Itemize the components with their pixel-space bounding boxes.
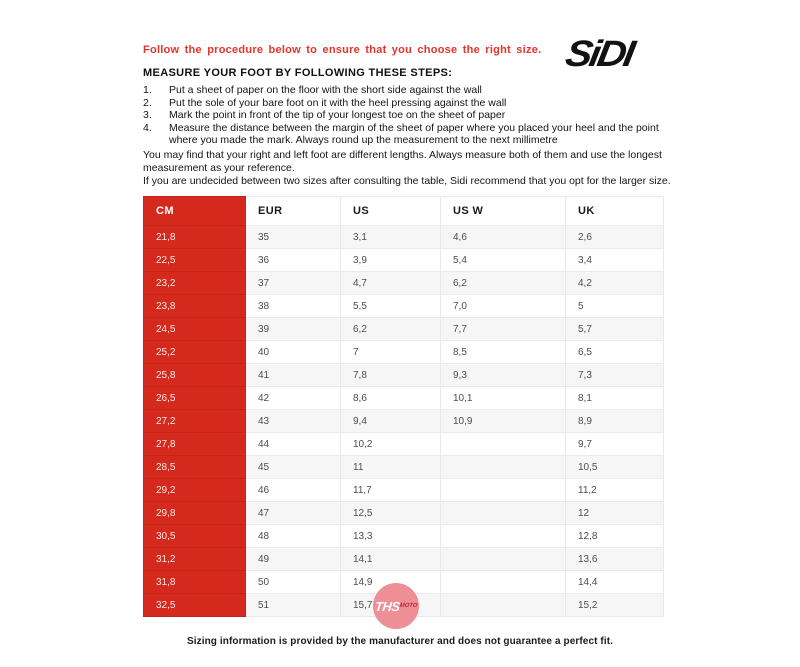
table-cell [441,479,566,502]
table-cell: 32,5 [144,594,246,617]
list-item [143,109,678,122]
notes-block [143,149,671,188]
table-cell: 9,4 [341,410,441,433]
table-cell: 39 [246,318,341,341]
table-row [144,364,664,387]
step-number: 2. [143,96,152,109]
table-cell: 12 [566,502,664,525]
intro-red-text: Follow the procedure below to ensure that you choose the right size. [143,44,542,56]
list-item [143,122,678,147]
table-cell: 29,2 [144,479,246,502]
table-cell: 13,3 [341,525,441,548]
step-number: 4. [143,121,152,134]
table-cell: 49 [246,548,341,571]
note-text: If you are undecided between two sizes after consulting the table, Sidi recommend that you opt for the larger size. [143,174,671,187]
table-cell: 23,8 [144,295,246,318]
disclaimer-footer: Sizing information is provided by the manufacturer and does not guarantee a perfect fit. [186,636,614,647]
table-cell: 7 [341,341,441,364]
table-cell: 25,2 [144,341,246,364]
column-header-eur: EUR [246,197,341,226]
column-header-cm: CM [144,197,246,226]
table-cell: 27,2 [144,410,246,433]
table-cell: 10,5 [566,456,664,479]
table-header-row [144,197,664,226]
table-cell: 8,6 [341,387,441,410]
watermark-ths: THS [374,598,401,614]
table-cell: 6,5 [566,341,664,364]
table-cell: 21,8 [144,226,246,249]
table-cell: 3,1 [341,226,441,249]
table-cell: 29,8 [144,502,246,525]
column-header-usw: US W [441,197,566,226]
table-row [144,249,664,272]
table-cell: 41 [246,364,341,387]
table-cell: 36 [246,249,341,272]
table-row [144,410,664,433]
table-cell: 40 [246,341,341,364]
table-cell: 10,2 [341,433,441,456]
table-cell: 25,8 [144,364,246,387]
table-cell: 12,8 [566,525,664,548]
table-cell: 8,5 [441,341,566,364]
note-text: You may find that your right and left foot are different lengths. Always measure both of them and use the longest measurement as your reference. [143,149,662,174]
table-cell: 13,6 [566,548,664,571]
table-cell: 10,1 [441,387,566,410]
table-row [144,226,664,249]
sidi-logo [562,34,703,74]
table-cell [441,502,566,525]
size-conversion-table [143,196,664,617]
table-cell: 6,2 [341,318,441,341]
table-cell: 51 [246,594,341,617]
table-cell [441,433,566,456]
table-cell: 23,2 [144,272,246,295]
table-cell: 22,5 [144,249,246,272]
list-item [143,97,678,110]
step-number: 3. [143,109,152,122]
table-cell: 5 [566,295,664,318]
table-cell: 38 [246,295,341,318]
table-row [144,341,664,364]
table-cell [441,525,566,548]
watermark-moto: MOTO [399,602,418,609]
table-cell: 4,6 [441,226,566,249]
table-cell: 50 [246,571,341,594]
table-row [144,318,664,341]
table-cell: 14,4 [566,571,664,594]
sidi-logo-wordmark: SiDI [562,33,636,75]
table-cell: 3,4 [566,249,664,272]
table-cell: 2,6 [566,226,664,249]
table-cell: 15,2 [566,594,664,617]
table-cell: 10,9 [441,410,566,433]
table-cell: 14,1 [341,548,441,571]
table-cell: 3,9 [341,249,441,272]
table-cell [441,456,566,479]
table-cell: 5,5 [341,295,441,318]
table-row [144,525,664,548]
table-cell: 9,7 [566,433,664,456]
table-cell: 9,3 [441,364,566,387]
table-row [144,456,664,479]
table-cell: 4,7 [341,272,441,295]
table-cell: 15,7 [341,594,441,617]
table-cell: 42 [246,387,341,410]
table-cell: 7,0 [441,295,566,318]
table-cell: 45 [246,456,341,479]
table-cell: 44 [246,433,341,456]
table-row [144,295,664,318]
table-cell: 14,9 [341,571,441,594]
column-header-us: US [341,197,441,226]
table-cell: 24,5 [144,318,246,341]
table-cell [441,594,566,617]
table-row [144,433,664,456]
steps-heading: MEASURE YOUR FOOT BY FOLLOWING THESE STEPS: [143,67,453,79]
table-row [144,479,664,502]
step-text: Measure the distance between the margin of the sheet of paper where you placed your heel and the point where you made the mark. Always round up the measurement to the next millimetre [169,121,659,147]
table-cell: 35 [246,226,341,249]
table-cell: 26,5 [144,387,246,410]
table-cell: 30,5 [144,525,246,548]
table-cell: 11,7 [341,479,441,502]
table-cell [441,571,566,594]
table-cell: 7,3 [566,364,664,387]
table-row [144,272,664,295]
table-cell: 5,4 [441,249,566,272]
list-item [143,84,678,97]
table-cell: 7,7 [441,318,566,341]
table-cell: 4,2 [566,272,664,295]
table-cell: 12,5 [341,502,441,525]
table-cell: 47 [246,502,341,525]
table-row [144,387,664,410]
table-cell: 6,2 [441,272,566,295]
step-text: Mark the point in front of the tip of your longest toe on the sheet of paper [169,109,506,122]
table-cell: 37 [246,272,341,295]
table-cell: 8,1 [566,387,664,410]
table-cell: 46 [246,479,341,502]
ths-moto-watermark-badge [373,583,419,629]
table-cell: 7,8 [341,364,441,387]
table-cell: 11,2 [566,479,664,502]
table-cell: 27,8 [144,433,246,456]
watermark-text [374,598,418,614]
column-header-uk: UK [566,197,664,226]
table-row [144,502,664,525]
table-cell: 31,8 [144,571,246,594]
step-text: Put a sheet of paper on the floor with the short side against the wall [169,84,482,96]
measure-steps-list [143,84,678,147]
table-row [144,548,664,571]
table-cell: 31,2 [144,548,246,571]
step-number: 1. [143,84,152,96]
step-text: Put the sole of your bare foot on it with the heel pressing against the wall [169,96,507,109]
table-cell: 8,9 [566,410,664,433]
table-cell: 5,7 [566,318,664,341]
table-cell: 28,5 [144,456,246,479]
table-cell: 11 [341,456,441,479]
table-cell: 48 [246,525,341,548]
table-cell [441,548,566,571]
table-cell: 43 [246,410,341,433]
